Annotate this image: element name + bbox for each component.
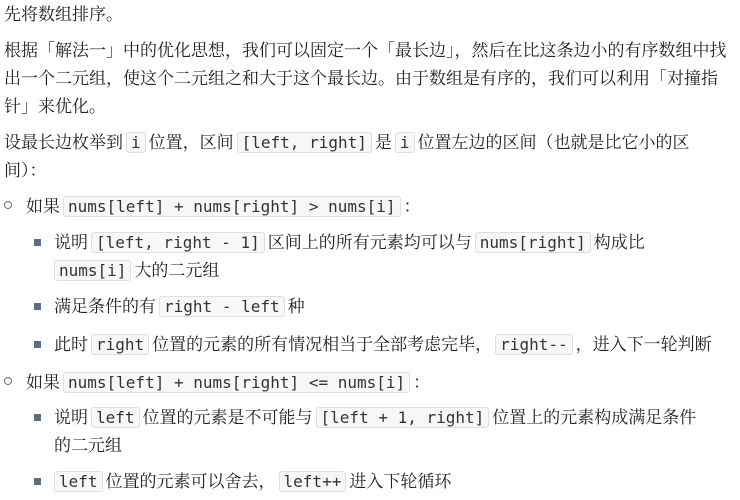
inline-code: nums[i] <box>54 260 131 281</box>
text: 如果 <box>26 197 60 217</box>
list-bullet-icon <box>34 239 41 246</box>
sub-item-next <box>54 334 712 356</box>
text: 位置上的元素构成满足条件 <box>492 408 697 428</box>
text: ，进入下一轮判断 <box>575 335 712 355</box>
list-bullet-icon <box>34 478 41 485</box>
text: 先将数组排序。 <box>4 5 123 25</box>
text: 设最长边枚举到 <box>4 133 123 153</box>
paragraph-approach-line2 <box>4 68 718 90</box>
paragraph-setup-line2 <box>4 160 47 182</box>
inline-code: nums[right] <box>475 232 591 253</box>
text: 如果 <box>26 373 60 393</box>
sub-item-explain-2 <box>54 407 696 429</box>
text: 根据「解法一」中的优化思想，我们可以固定一个「最长边」，然后在比这条边小的有序数组中找 <box>4 41 727 61</box>
paragraph-approach-line1 <box>4 40 727 62</box>
sub-item-explain <box>54 232 645 254</box>
inline-code: i <box>395 132 415 153</box>
text: 说明 <box>54 408 88 428</box>
text: 区间上的所有元素均可以与 <box>267 233 472 253</box>
inline-code: right-- <box>495 334 572 355</box>
paragraph-setup-line1 <box>4 132 690 154</box>
text: 位置，区间 <box>148 133 234 153</box>
text: 位置的元素的所有情况相当于全部考虑完毕， <box>152 335 493 355</box>
sub-item-explain-2-line2 <box>54 435 122 457</box>
sub-item-count <box>54 296 305 318</box>
text: 种 <box>287 297 305 317</box>
sub-item-discard <box>54 471 451 493</box>
list-bullet-icon <box>4 377 12 385</box>
text: 此时 <box>54 335 88 355</box>
inline-code: left <box>91 407 140 428</box>
text: 位置左边的区间（也就是比它小的区 <box>417 133 690 153</box>
inline-code: left++ <box>279 471 347 492</box>
text: 间）： <box>4 161 47 181</box>
paragraph-approach-line3 <box>4 96 106 118</box>
list-bullet-icon <box>34 414 41 421</box>
list-bullet-icon <box>4 201 12 209</box>
text: 针」来优化。 <box>4 97 106 117</box>
inline-code: right <box>91 334 149 355</box>
text: ： <box>403 197 421 217</box>
inline-code: nums[left] + nums[right] > nums[i] <box>63 196 401 217</box>
text: 位置的元素是不可能与 <box>142 408 313 428</box>
text: 满足条件的有 <box>54 297 156 317</box>
inline-code: nums[left] + nums[right] <= nums[i] <box>63 372 410 393</box>
inline-code: [left + 1, right] <box>316 407 490 428</box>
list-bullet-icon <box>34 303 41 310</box>
list-item-case-lesseq <box>26 372 430 394</box>
paragraph-intro <box>4 4 123 26</box>
list-item-case-greater <box>26 196 421 218</box>
sub-item-explain-line2 <box>54 260 219 282</box>
inline-code: right - left <box>159 296 285 317</box>
text: 出一个二元组，使这个二元组之和大于这个最长边。由于数组是有序的，我们可以利用「对撞指 <box>4 69 718 89</box>
list-bullet-icon <box>34 341 41 348</box>
text: 位置的元素可以舍去， <box>105 472 276 492</box>
text: 说明 <box>54 233 88 253</box>
text: 大的二元组 <box>134 261 220 281</box>
inline-code: [left, right - 1] <box>91 232 265 253</box>
text: 是 <box>374 133 392 153</box>
text: ： <box>413 373 431 393</box>
text: 进入下轮循环 <box>349 472 452 492</box>
text: 构成比 <box>593 233 645 253</box>
inline-code: left <box>54 471 103 492</box>
inline-code: i <box>126 132 146 153</box>
text: 的二元组 <box>54 436 122 456</box>
inline-code: [left, right] <box>237 132 372 153</box>
